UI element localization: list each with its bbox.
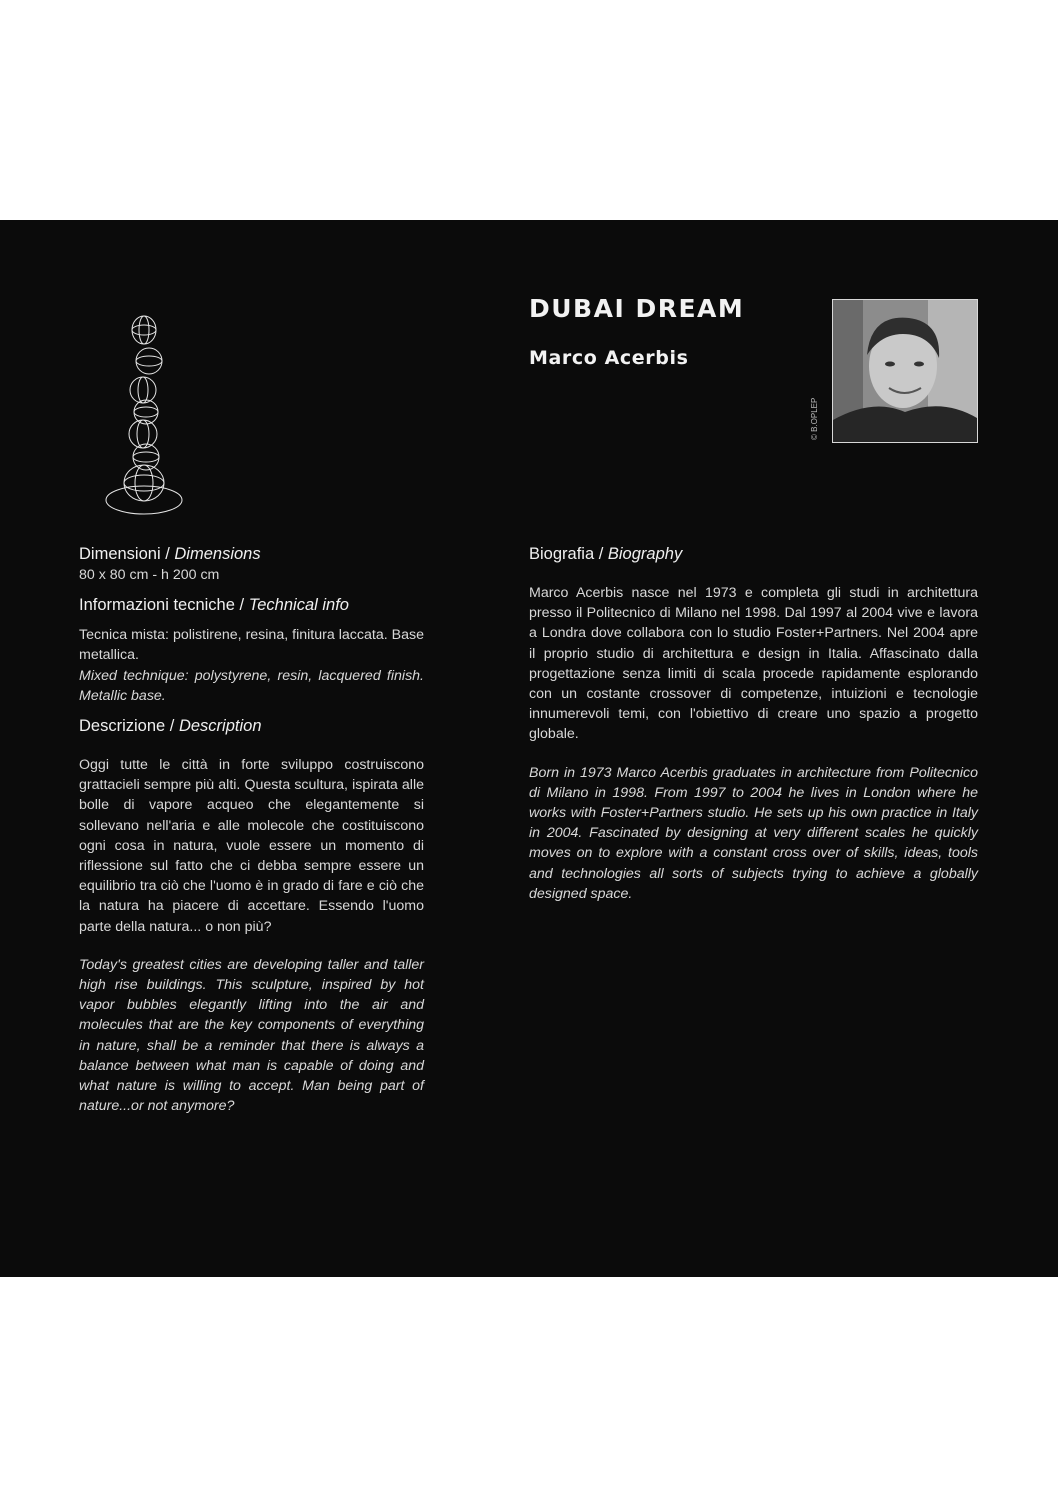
artwork-info-column bbox=[79, 543, 424, 1116]
photo-credit: © B.OPLEP bbox=[810, 397, 819, 440]
biography-column bbox=[529, 543, 978, 904]
description-text-en: Today's greatest cities are developing taller and taller high rise buildings. This sculpture, inspired by hot vapor bubbles elegantly lifting into the air and molecules that are the key components of everything in nature, shall be a reminder that there is always a balance between what man is capable of doing and what nature is willing to accept. Man being part of nature...or not anymore? bbox=[79, 956, 424, 1115]
artist-name: Marco Acerbis bbox=[529, 347, 689, 369]
biography-text-en: Born in 1973 Marco Acerbis graduates in architecture from Politecnico di Milano in 1998. From 1997 to 2004 he lives in London where he works with Foster+Partners studio. He sets up his own practice in Italy in 2004. Fascinated by designing at very different scales he quickly moves on to explore with a constant cross over of skills, ideas, tools and technologies all sorts of subjects trying to achieve a globally designed space. bbox=[529, 764, 978, 902]
biography-heading: Biografia / Biography bbox=[529, 545, 683, 563]
technical-info-text-en: Mixed technique: polystyrene, resin, lacquered finish. Metallic base. bbox=[79, 667, 424, 704]
description-heading: Descrizione / Description bbox=[79, 717, 262, 736]
artwork-title: DUBAI DREAM bbox=[529, 294, 745, 323]
biography-text-it: Marco Acerbis nasce nel 1973 e completa gli studi in architettura presso il Politecnico di Milano nel 1998. Dal 1997 al 2004 vive e lavora a Londra dove collabora con lo studio Foster+Partners. Nel 2004 apre il proprio studio di architettura e design in Italia. Affascinato dalla progettazione senza limiti di scala procede rapidamente esplorando con un costante crossover di competenze, intuizioni e tecnologie innumerevoli temi, con l'obiettivo di creare uno spazio a progetto globale. bbox=[529, 585, 978, 743]
portrait-image bbox=[833, 300, 977, 442]
technical-info-text-it: Tecnica mista: polistirene, resina, finitura laccata. Base metallica. bbox=[79, 627, 424, 664]
technical-info-heading: Informazioni tecniche / Technical info bbox=[79, 596, 349, 615]
dimensions-value: 80 x 80 cm - h 200 cm bbox=[79, 567, 220, 583]
sculpture-base bbox=[106, 486, 182, 514]
description-text-it: Oggi tutte le città in forte sviluppo costruiscono grattacieli sempre più alti. Questa scultura, ispirata alle bolle di vapore acqueo che elegantemente si sollevano nell'aria e alle molecole che costituiscono ogni cosa in natura, vuole essere un momento di riflessione sul fatto che ci debba sempre essere un equilibrio tra ciò che l'uomo è in grado di fare e ciò che la natura ha piacere di accettare. Essendo l'uomo parte della natura... o non più? bbox=[79, 757, 424, 935]
sculpture-drawing bbox=[100, 312, 190, 522]
dimensions-heading: Dimensioni / Dimensions bbox=[79, 545, 261, 563]
artist-portrait bbox=[832, 299, 978, 443]
